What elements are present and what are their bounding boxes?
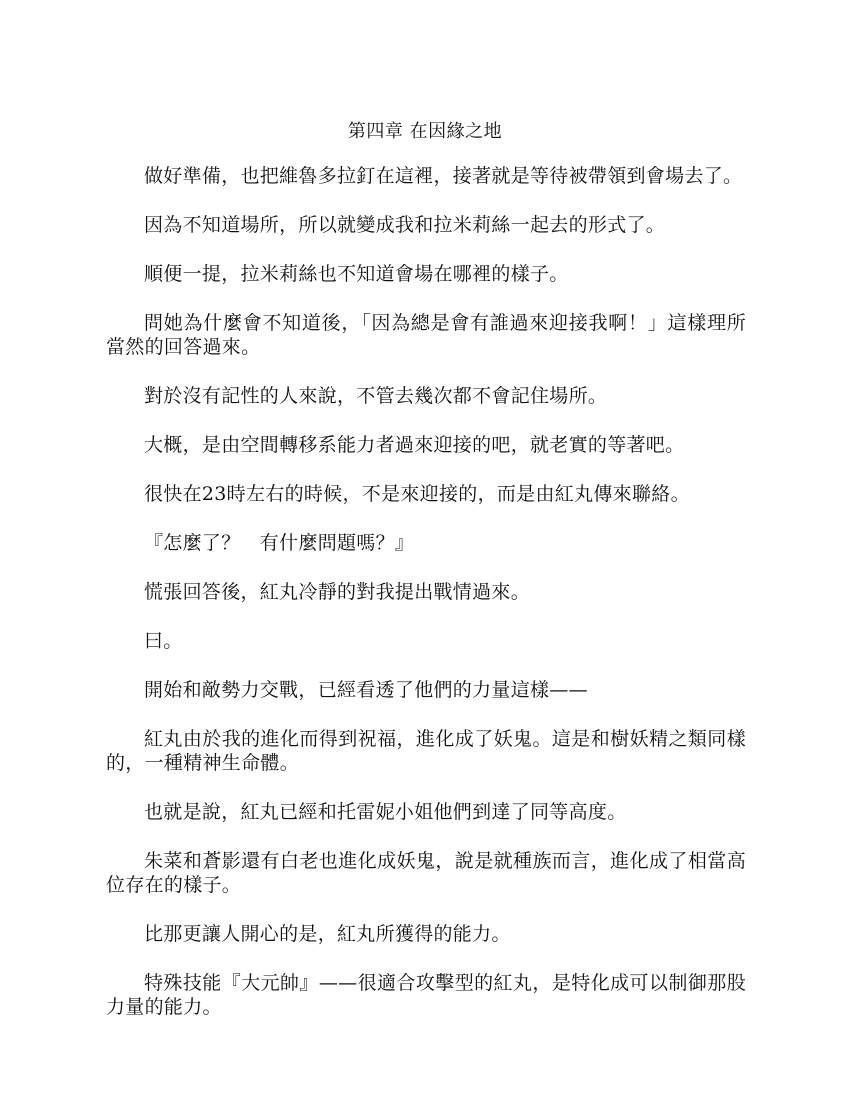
paragraph: 紅丸由於我的進化而得到祝福，進化成了妖鬼。這是和樹妖精之類同樣的，一種精神生命體。 xyxy=(106,728,746,774)
paragraph: 因為不知道場所，所以就變成我和拉米莉絲一起去的形式了。 xyxy=(144,214,666,236)
paragraph: 問她為什麼會不知道後，「因為總是會有誰過來迎接我啊！」這樣理所當然的回答過來。 xyxy=(106,312,746,358)
paragraph: 朱菜和蒼影還有白老也進化成妖鬼，說是就種族而言，進化成了相當高位存在的樣子。 xyxy=(106,850,746,896)
paragraph-dialogue: 『怎麼了？ 有什麼問題嗎？』 xyxy=(144,532,415,554)
paragraph: 比那更讓人開心的是，紅丸所獲得的能力。 xyxy=(144,923,511,945)
chapter-body xyxy=(106,164,746,1044)
paragraph: 特殊技能『大元帥』——很適合攻擊型的紅丸，是特化成可以制御那股力量的能力。 xyxy=(106,972,746,1018)
paragraph: 慌張回答後，紅丸冷靜的對我提出戰情過來。 xyxy=(144,581,531,603)
paragraph: 曰。 xyxy=(144,630,183,652)
chapter-title: 第四章 在因緣之地 xyxy=(347,121,503,142)
paragraph: 很快在23時左右的時候，不是來迎接的，而是由紅丸傳來聯絡。 xyxy=(144,483,690,505)
paragraph: 做好準備，也把維魯多拉釘在這裡，接著就是等待被帶領到會場去了。 xyxy=(144,165,743,187)
paragraph: 也就是說，紅丸已經和托雷妮小姐他們到達了同等高度。 xyxy=(144,801,627,823)
paragraph: 大概，是由空間轉移系能力者過來迎接的吧，就老實的等著吧。 xyxy=(144,434,685,456)
paragraph: 順便一提，拉米莉絲也不知道會場在哪裡的樣子。 xyxy=(144,263,569,285)
paragraph: 對於沒有記性的人來說，不管去幾次都不會記住場所。 xyxy=(144,385,608,407)
paragraph: 開始和敵勢力交戰，已經看透了他們的力量這樣—— xyxy=(144,679,588,701)
